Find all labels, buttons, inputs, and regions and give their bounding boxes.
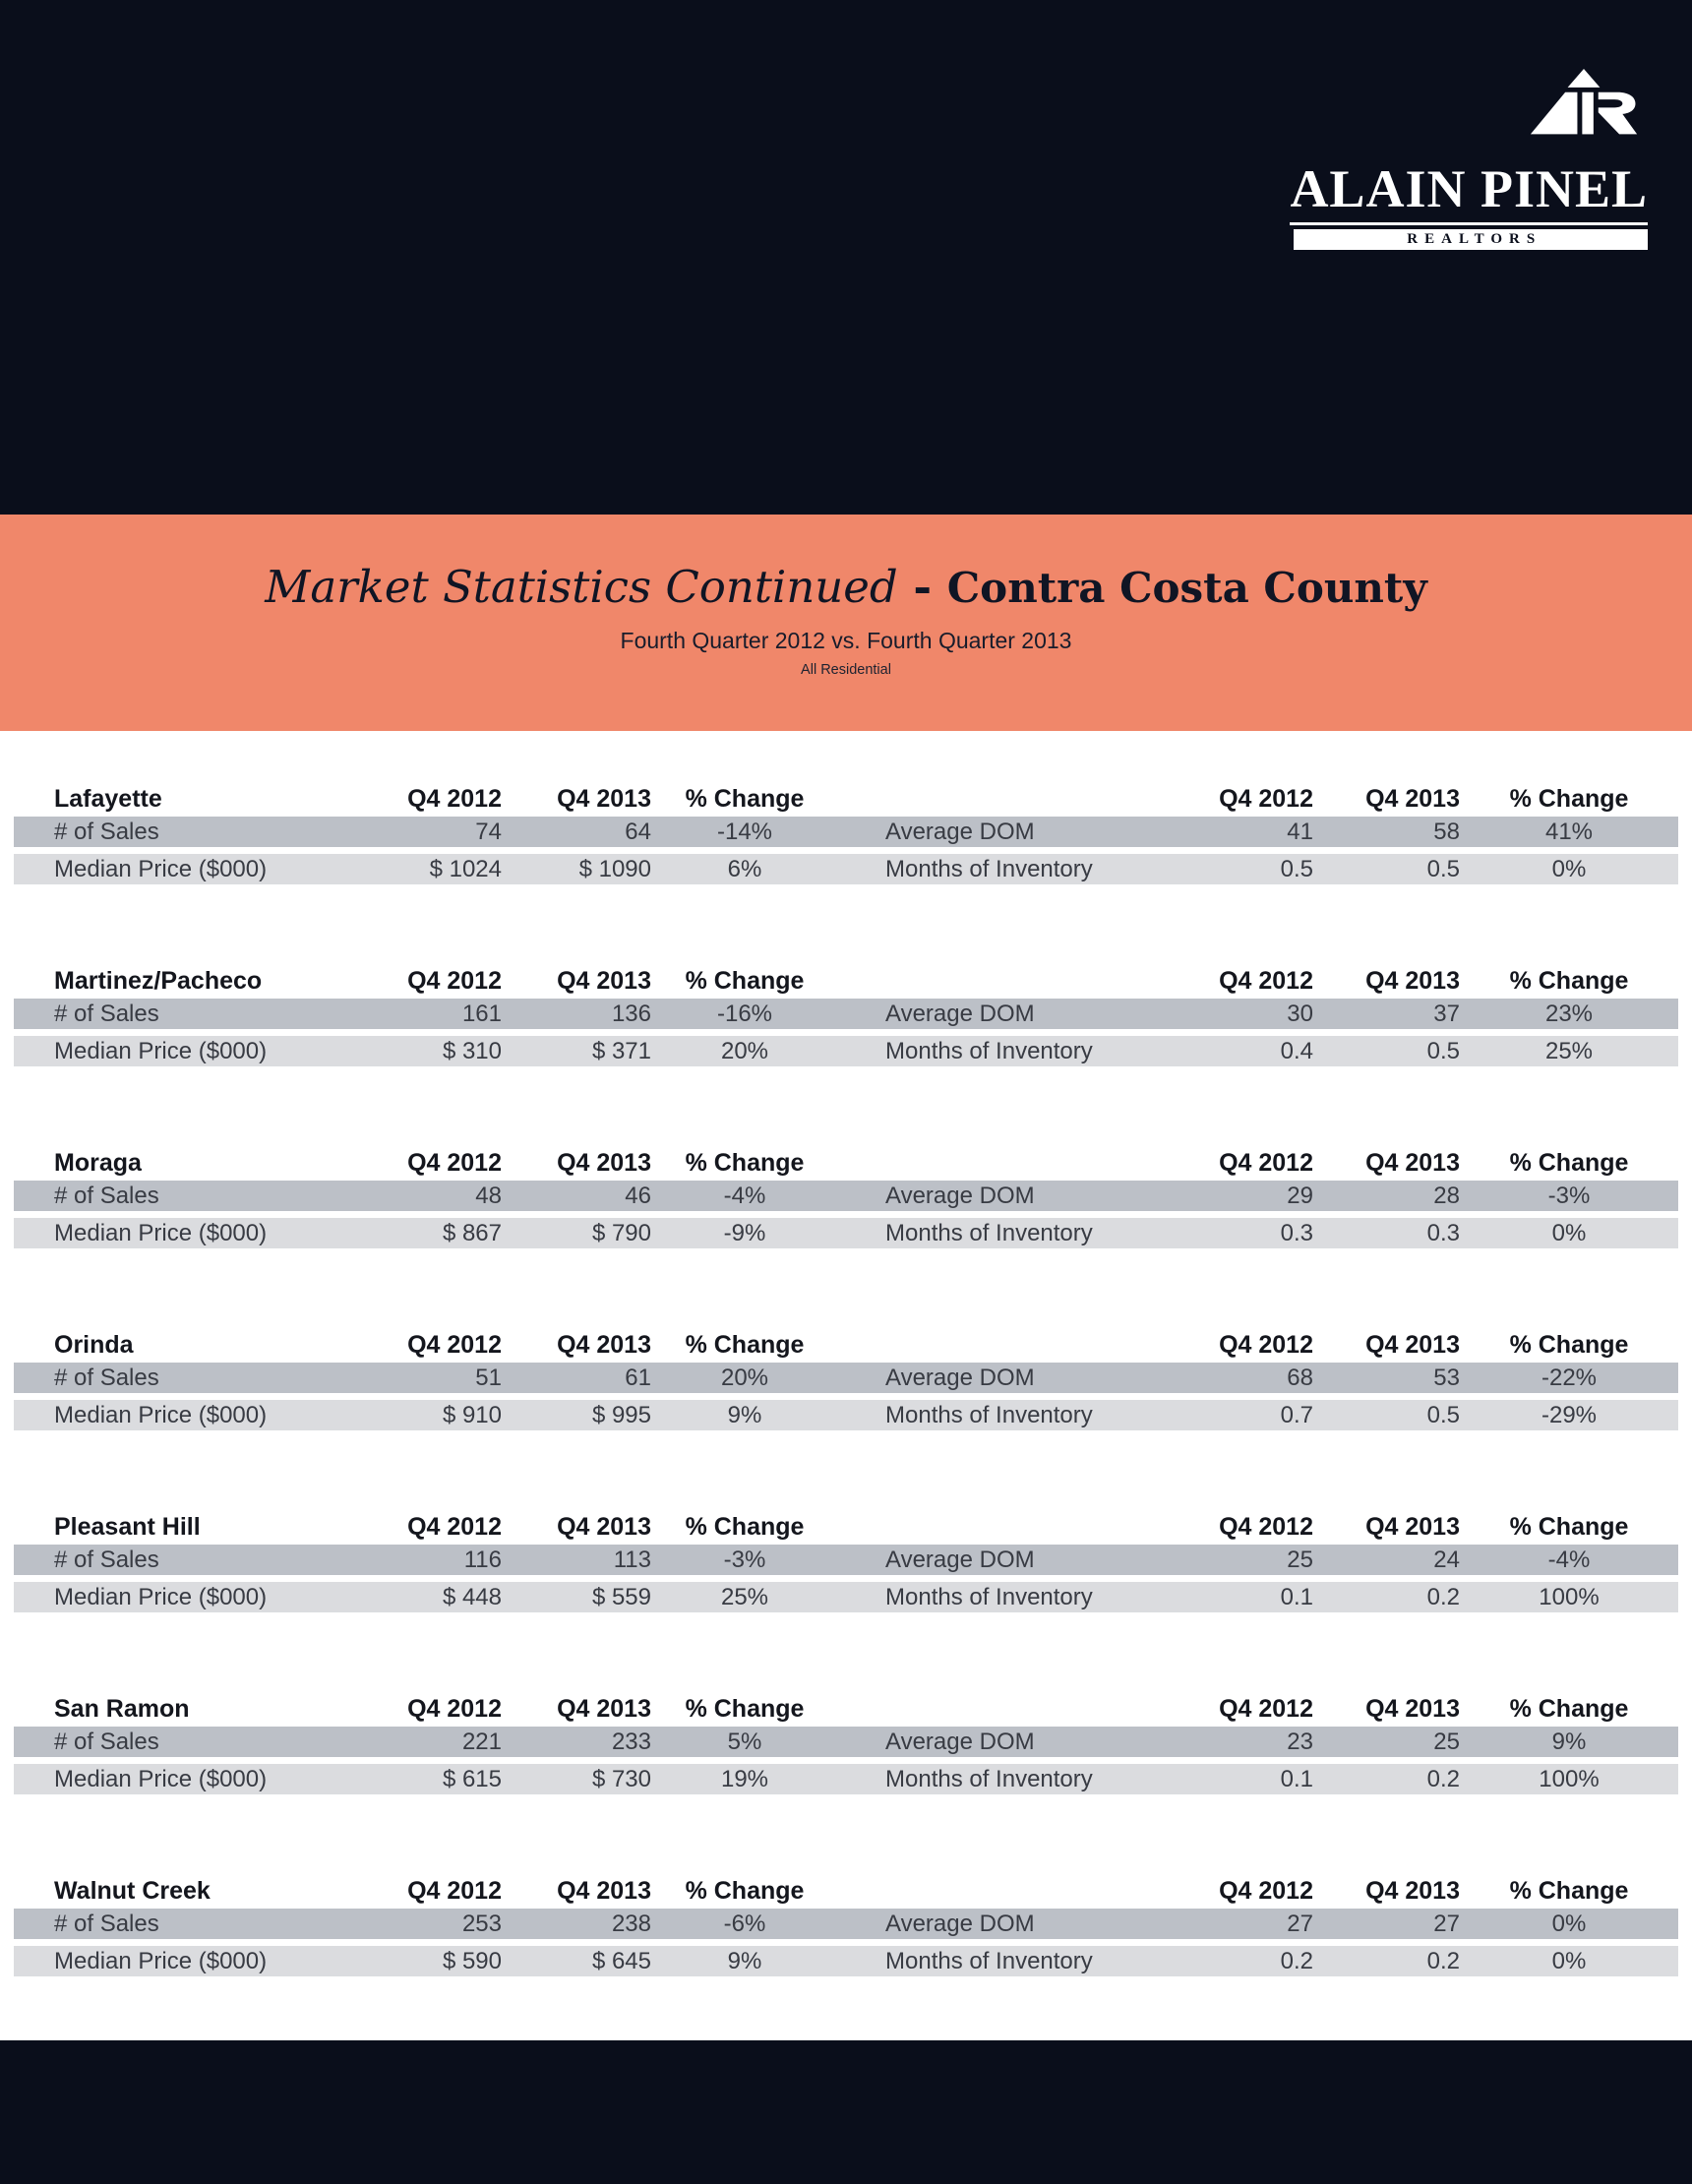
dom-q4-2013-value: 58 [1433, 818, 1460, 845]
section-header-row [14, 1141, 1678, 1181]
sales-q4-2012-value: 116 [463, 1546, 502, 1573]
sales-pct-change-value: -14% [716, 818, 773, 845]
sales-q4-2013-value: 136 [611, 1000, 651, 1027]
col-header-q4-2013: Q4 2013 [557, 966, 651, 995]
table-row-sales-dom [14, 1181, 1678, 1211]
inventory-q4-2013-value: 0.2 [1426, 1947, 1460, 1974]
sections-container [0, 731, 1692, 2051]
row-label-dom: Average DOM [885, 1364, 1035, 1391]
row-label-inventory: Months of Inventory [885, 1583, 1093, 1610]
row-label-median-price: Median Price ($000) [54, 1947, 268, 1974]
row-label-dom: Average DOM [885, 1728, 1035, 1755]
dom-pct-change-value: -4% [1547, 1546, 1591, 1573]
col-header-q4-2012: Q4 2012 [1219, 1330, 1313, 1359]
sales-q4-2012-value: 221 [461, 1728, 502, 1755]
sales-q4-2013-value: 238 [611, 1910, 651, 1937]
inventory-pct-change-value: 0% [1551, 1219, 1587, 1246]
pyramid-r-logo-icon [1520, 69, 1648, 150]
col-header-pct-change: % Change [1509, 1330, 1629, 1359]
table-row-price-inventory [14, 1218, 1678, 1248]
col-header-pct-change: % Change [685, 784, 805, 813]
inventory-pct-change-value: 0% [1551, 1947, 1587, 1974]
row-label-sales: # of Sales [54, 818, 159, 845]
col-header-q4-2012: Q4 2012 [407, 1694, 502, 1723]
col-header-q4-2013: Q4 2013 [557, 1876, 651, 1905]
row-label-median-price: Median Price ($000) [54, 855, 268, 882]
table-row-price-inventory [14, 1036, 1678, 1066]
row-label-inventory: Months of Inventory [885, 1947, 1093, 1974]
city-name: Moraga [54, 1148, 142, 1177]
row-label-median-price: Median Price ($000) [54, 1583, 268, 1610]
page-title-main: Market Statistics Continued [265, 561, 898, 613]
city-section [0, 1505, 1692, 1687]
col-header-q4-2013: Q4 2013 [557, 784, 651, 813]
price-pct-change-value: 19% [720, 1765, 769, 1792]
col-header-pct-change: % Change [1509, 1148, 1629, 1177]
logo-rule [1290, 222, 1648, 225]
row-label-dom: Average DOM [885, 818, 1035, 845]
logo-realtors-bar [1294, 229, 1648, 250]
inventory-pct-change-value: 100% [1539, 1765, 1600, 1792]
inventory-q4-2012-value: 0.1 [1280, 1765, 1313, 1792]
price-pct-change-value: 20% [720, 1037, 769, 1064]
row-label-sales: # of Sales [54, 1000, 159, 1027]
sales-q4-2012-value: 161 [461, 1000, 502, 1027]
dom-pct-change-value: 41% [1544, 818, 1594, 845]
inventory-q4-2012-value: 0.1 [1280, 1583, 1313, 1610]
city-name: Walnut Creek [54, 1876, 211, 1905]
dom-q4-2012-value: 30 [1287, 1000, 1313, 1027]
dom-pct-change-value: -3% [1547, 1182, 1591, 1209]
row-label-inventory: Months of Inventory [885, 1037, 1093, 1064]
table-row-price-inventory [14, 1764, 1678, 1794]
page-title [0, 561, 1692, 614]
price-pct-change-value: 9% [727, 1947, 762, 1974]
row-label-median-price: Median Price ($000) [54, 1401, 268, 1428]
price-q4-2012-value: $ 310 [442, 1037, 502, 1064]
table-row-price-inventory [14, 1946, 1678, 1976]
inventory-q4-2013-value: 0.2 [1426, 1765, 1460, 1792]
col-header-pct-change: % Change [685, 1330, 805, 1359]
table-row-sales-dom [14, 999, 1678, 1029]
sales-q4-2012-value: 48 [475, 1182, 502, 1209]
sales-q4-2013-value: 61 [625, 1364, 651, 1391]
price-q4-2012-value: $ 1024 [429, 855, 502, 882]
col-header-pct-change: % Change [685, 1876, 805, 1905]
row-label-median-price: Median Price ($000) [54, 1037, 268, 1064]
dom-q4-2012-value: 41 [1287, 818, 1313, 845]
inventory-q4-2012-value: 0.2 [1280, 1947, 1313, 1974]
table-row-price-inventory [14, 1582, 1678, 1612]
table-row-sales-dom [14, 1909, 1678, 1939]
sales-q4-2013-value: 64 [625, 818, 651, 845]
price-q4-2013-value: $ 730 [591, 1765, 651, 1792]
col-header-q4-2013: Q4 2013 [1365, 1512, 1460, 1541]
table-row-price-inventory [14, 1400, 1678, 1430]
city-section [0, 959, 1692, 1141]
row-label-dom: Average DOM [885, 1182, 1035, 1209]
city-name: San Ramon [54, 1694, 190, 1723]
row-label-inventory: Months of Inventory [885, 1219, 1093, 1246]
page-subtitle: Fourth Quarter 2012 vs. Fourth Quarter 2013 [620, 628, 1072, 653]
sales-q4-2012-value: 253 [461, 1910, 502, 1937]
col-header-q4-2012: Q4 2012 [1219, 784, 1313, 813]
dom-q4-2013-value: 28 [1433, 1182, 1460, 1209]
sales-q4-2012-value: 74 [475, 818, 502, 845]
col-header-pct-change: % Change [1509, 1694, 1629, 1723]
table-row-sales-dom [14, 1363, 1678, 1393]
inventory-q4-2012-value: 0.7 [1280, 1401, 1313, 1428]
page-footer [0, 2040, 1692, 2184]
page-title-dash: - [897, 561, 947, 613]
sales-pct-change-value: -16% [716, 1000, 773, 1027]
page-header [0, 0, 1692, 515]
city-name: Lafayette [54, 784, 162, 813]
row-label-inventory: Months of Inventory [885, 1401, 1093, 1428]
sales-pct-change-value: 20% [720, 1364, 769, 1391]
col-header-q4-2012: Q4 2012 [1219, 1512, 1313, 1541]
city-section [0, 1323, 1692, 1505]
city-name: Martinez/Pacheco [54, 966, 263, 995]
inventory-q4-2013-value: 0.2 [1426, 1583, 1460, 1610]
price-q4-2012-value: $ 867 [442, 1219, 502, 1246]
row-label-inventory: Months of Inventory [885, 855, 1093, 882]
city-section [0, 1687, 1692, 1869]
col-header-q4-2012: Q4 2012 [1219, 966, 1313, 995]
section-header-row [14, 959, 1678, 999]
dom-q4-2013-value: 53 [1433, 1364, 1460, 1391]
inventory-q4-2013-value: 0.5 [1426, 855, 1460, 882]
price-q4-2013-value: $ 645 [591, 1947, 651, 1974]
city-section [0, 1141, 1692, 1323]
col-header-pct-change: % Change [685, 1512, 805, 1541]
row-label-sales: # of Sales [54, 1910, 159, 1937]
col-header-q4-2012: Q4 2012 [407, 1512, 502, 1541]
col-header-q4-2012: Q4 2012 [407, 1876, 502, 1905]
table-row-sales-dom [14, 817, 1678, 847]
row-label-sales: # of Sales [54, 1364, 159, 1391]
inventory-q4-2012-value: 0.5 [1280, 855, 1313, 882]
price-q4-2013-value: $ 995 [591, 1401, 651, 1428]
price-q4-2013-value: $ 371 [591, 1037, 651, 1064]
row-label-dom: Average DOM [885, 1546, 1035, 1573]
price-q4-2012-value: $ 448 [442, 1583, 502, 1610]
city-name: Orinda [54, 1330, 134, 1359]
section-header-row [14, 1505, 1678, 1545]
city-section [0, 1869, 1692, 2051]
col-header-q4-2012: Q4 2012 [407, 966, 502, 995]
section-header-row [14, 1323, 1678, 1363]
price-q4-2012-value: $ 590 [442, 1947, 502, 1974]
col-header-q4-2013: Q4 2013 [557, 1330, 651, 1359]
row-label-sales: # of Sales [54, 1546, 159, 1573]
logo-wordmark: ALAIN PINEL [1290, 159, 1648, 218]
col-header-q4-2012: Q4 2012 [407, 784, 502, 813]
title-banner [0, 515, 1692, 731]
inventory-pct-change-value: -29% [1541, 1401, 1598, 1428]
price-pct-change-value: 6% [727, 855, 762, 882]
col-header-q4-2013: Q4 2013 [1365, 784, 1460, 813]
inventory-pct-change-value: 100% [1539, 1583, 1600, 1610]
price-pct-change-value: 9% [727, 1401, 762, 1428]
col-header-q4-2013: Q4 2013 [1365, 1876, 1460, 1905]
inventory-q4-2013-value: 0.3 [1426, 1219, 1460, 1246]
col-header-q4-2012: Q4 2012 [1219, 1148, 1313, 1177]
section-header-row [14, 1687, 1678, 1727]
row-label-median-price: Median Price ($000) [54, 1219, 268, 1246]
col-header-pct-change: % Change [685, 966, 805, 995]
table-row-price-inventory [14, 854, 1678, 884]
col-header-q4-2012: Q4 2012 [407, 1148, 502, 1177]
dom-q4-2013-value: 24 [1433, 1546, 1460, 1573]
dom-pct-change-value: -22% [1541, 1364, 1598, 1391]
dom-pct-change-value: 0% [1551, 1910, 1587, 1937]
dom-q4-2012-value: 29 [1287, 1182, 1313, 1209]
dom-q4-2013-value: 27 [1433, 1910, 1460, 1937]
row-label-median-price: Median Price ($000) [54, 1765, 268, 1792]
price-pct-change-value: 25% [720, 1583, 769, 1610]
dom-q4-2013-value: 37 [1433, 1000, 1460, 1027]
col-header-q4-2013: Q4 2013 [1365, 1330, 1460, 1359]
sales-pct-change-value: -4% [723, 1182, 766, 1209]
inventory-q4-2013-value: 0.5 [1426, 1401, 1460, 1428]
col-header-q4-2013: Q4 2013 [557, 1512, 651, 1541]
logo-realtors-text: REALTORS [1407, 231, 1542, 247]
col-header-q4-2013: Q4 2013 [557, 1694, 651, 1723]
sales-pct-change-value: 5% [727, 1728, 762, 1755]
dom-pct-change-value: 9% [1551, 1728, 1587, 1755]
row-label-dom: Average DOM [885, 1910, 1035, 1937]
price-q4-2012-value: $ 615 [442, 1765, 502, 1792]
table-row-sales-dom [14, 1545, 1678, 1575]
sales-q4-2013-value: 113 [613, 1546, 651, 1573]
inventory-q4-2013-value: 0.5 [1426, 1037, 1460, 1064]
sales-pct-change-value: -3% [723, 1546, 766, 1573]
row-label-sales: # of Sales [54, 1728, 159, 1755]
inventory-q4-2012-value: 0.3 [1280, 1219, 1313, 1246]
dom-q4-2012-value: 25 [1287, 1546, 1313, 1573]
col-header-q4-2012: Q4 2012 [1219, 1694, 1313, 1723]
col-header-q4-2013: Q4 2013 [1365, 1694, 1460, 1723]
table-row-sales-dom [14, 1727, 1678, 1757]
page-note: All Residential [801, 662, 891, 678]
dom-pct-change-value: 23% [1544, 1000, 1594, 1027]
inventory-pct-change-value: 25% [1544, 1037, 1594, 1064]
dom-q4-2012-value: 68 [1287, 1364, 1313, 1391]
price-q4-2013-value: $ 790 [591, 1219, 651, 1246]
dom-q4-2013-value: 25 [1433, 1728, 1460, 1755]
inventory-q4-2012-value: 0.4 [1280, 1037, 1313, 1064]
price-q4-2013-value: $ 1090 [578, 855, 651, 882]
alain-pinel-logo [1290, 69, 1648, 250]
row-label-dom: Average DOM [885, 1000, 1035, 1027]
col-header-pct-change: % Change [1509, 784, 1629, 813]
city-name: Pleasant Hill [54, 1512, 201, 1541]
sales-q4-2012-value: 51 [475, 1364, 502, 1391]
col-header-q4-2012: Q4 2012 [1219, 1876, 1313, 1905]
price-pct-change-value: -9% [723, 1219, 766, 1246]
col-header-q4-2012: Q4 2012 [407, 1330, 502, 1359]
dom-q4-2012-value: 27 [1287, 1910, 1313, 1937]
row-label-sales: # of Sales [54, 1182, 159, 1209]
col-header-pct-change: % Change [1509, 1512, 1629, 1541]
col-header-q4-2013: Q4 2013 [1365, 1148, 1460, 1177]
inventory-pct-change-value: 0% [1551, 855, 1587, 882]
section-header-row [14, 1869, 1678, 1909]
section-header-row [14, 777, 1678, 817]
price-q4-2013-value: $ 559 [591, 1583, 651, 1610]
row-label-inventory: Months of Inventory [885, 1765, 1093, 1792]
col-header-pct-change: % Change [685, 1148, 805, 1177]
col-header-pct-change: % Change [1509, 966, 1629, 995]
dom-q4-2012-value: 23 [1287, 1728, 1313, 1755]
col-header-q4-2013: Q4 2013 [1365, 966, 1460, 995]
sales-pct-change-value: -6% [723, 1910, 766, 1937]
col-header-q4-2013: Q4 2013 [557, 1148, 651, 1177]
page-title-county: Contra Costa County [946, 564, 1427, 612]
sales-q4-2013-value: 46 [625, 1182, 651, 1209]
city-section [0, 777, 1692, 959]
sales-q4-2013-value: 233 [611, 1728, 651, 1755]
col-header-pct-change: % Change [1509, 1876, 1629, 1905]
col-header-pct-change: % Change [685, 1694, 805, 1723]
price-q4-2012-value: $ 910 [442, 1401, 502, 1428]
